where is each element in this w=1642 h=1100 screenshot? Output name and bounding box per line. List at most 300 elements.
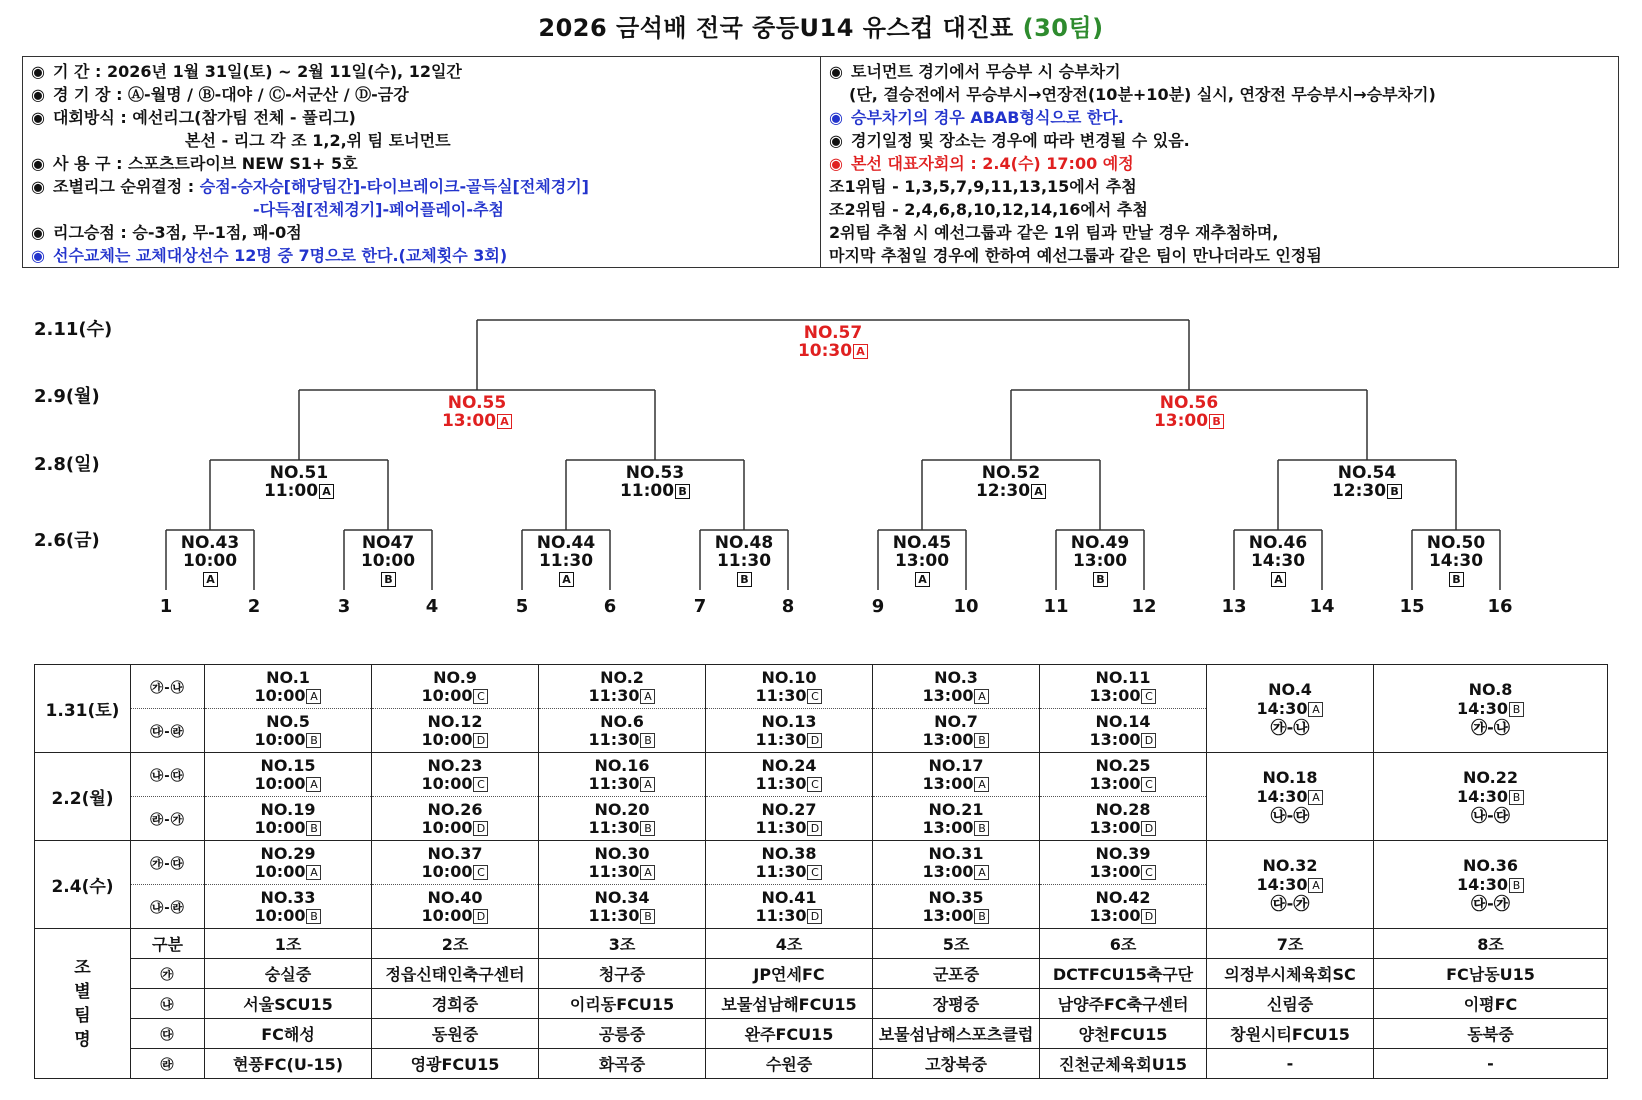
schedule-cell [205,709,372,753]
match-time-text: 10:00 [254,729,306,749]
quarter-match [1307,464,1427,500]
match-time-text: 10:30 [797,341,853,361]
bracket-slot-number: 10 [953,596,979,617]
match-time [706,907,872,925]
schedule-cell [372,885,539,929]
match-time [539,907,705,925]
schedule-cell [205,841,372,885]
match-cell [1207,680,1373,737]
schedule-cell [372,709,539,753]
match-cell [873,845,1039,881]
match-time-text: 10:00 [254,817,306,837]
groups-label [35,929,131,1079]
match-time-text: 11:30 [755,905,807,925]
match-time [1040,907,1206,925]
venue-badge: A [974,689,989,704]
team-name: 완주FCU15 [706,1019,873,1049]
info-text: 조1위팀 - 1,3,5,7,9,11,13,15에서 추첨 [829,177,1137,196]
team-name: FC해성 [205,1019,372,1049]
match-time [372,775,538,793]
match-time-text: 11:30 [588,861,640,881]
match-number: NO.1 [266,667,310,687]
match-venue-row [1218,570,1338,588]
match-cell [539,845,705,881]
match-cell [372,889,538,925]
info-text: 조2위팀 - 2,4,6,8,10,12,14,16에서 추첨 [829,200,1148,219]
match-time-text: 13:00 [1089,773,1141,793]
bracket-slot-number: 11 [1043,596,1069,617]
match-number: NO.32 [1262,856,1318,875]
team-name: 서울SCU15 [205,989,372,1019]
team-name: 영광FCU15 [372,1049,539,1079]
schedule-cell [539,885,706,929]
match-time-text: 11:30 [588,817,640,837]
schedule-cell [1040,709,1207,753]
match-time-text: 10:00 [254,773,306,793]
venue-badge: B [306,733,321,748]
info-text: 조별리그 순위결정 : [53,177,200,196]
team-slot-label: ㉯ [131,989,205,1019]
pairing-label: ㉮-㉯ [131,665,205,709]
bullet-icon: ◉ [31,154,45,173]
match-number: NO.4 [1268,680,1312,699]
match-time [205,687,371,705]
match-time [417,412,537,430]
info-text: 토너먼트 경기에서 무승부 시 승부차기 [851,62,1121,81]
group-name: 2조 [372,929,539,959]
match-cell [706,845,872,881]
schedule-row [35,841,1608,885]
match-time [873,731,1039,749]
match-number: NO.8 [1468,680,1513,699]
match-venue-row [328,570,448,588]
schedule-cell [205,665,372,709]
match-number: NO.44 [536,533,596,553]
team-name: 정읍신태인축구센터 [372,959,539,989]
match-time [873,687,1039,705]
info-text: 기 간 : 2026년 1월 31일(토) ~ 2월 11일(수), 12일간 [53,62,462,81]
schedule-cell [1040,885,1207,929]
schedule-cell [539,753,706,797]
match-time [1040,775,1206,793]
bracket-slot-number: 6 [603,596,617,617]
info-box [22,56,1619,268]
match-number: NO.50 [1426,533,1486,553]
match-number: NO.41 [761,887,817,907]
info-text: 본선 대표자회의 : 2.4(수) 17:00 예정 [851,154,1134,173]
match-time [706,687,872,705]
match-time-text: 11:30 [588,905,640,925]
left-info-line [31,221,812,244]
match-time-text: 14:30 [1256,787,1308,806]
round16-match [1040,534,1160,588]
team-name: 신림중 [1207,989,1374,1019]
venue-badge: A [1031,484,1046,499]
bracket-date-label: 2.8(일) [34,454,100,475]
match-number: NO.40 [427,887,483,907]
match-time-text: 10:00 [421,861,473,881]
right-info-line [829,152,1610,175]
team-name: JP연세FC [706,959,873,989]
info-text: 2위팀 추첨 시 예선그룹과 같은 1위 팀과 만날 경우 재추첨하며, [829,223,1279,242]
bracket-slot-number: 16 [1487,596,1513,617]
venue-badge: A [974,865,989,880]
match-cell [873,713,1039,749]
info-text: 경기일정 및 장소는 경우에 따라 변경될 수 있음. [851,131,1190,150]
match-number: NO.21 [928,799,984,819]
match-number: NO.56 [1159,393,1219,413]
schedule-cell [706,841,873,885]
match-cell [539,801,705,837]
match-time [372,819,538,837]
match-number: NO.2 [600,667,644,687]
semi-match [1129,394,1249,430]
groups-label-char: 별 [74,981,91,1002]
match-cell [1207,768,1373,825]
team-name: 의정부시체육회SC [1207,959,1374,989]
team-name: 동원중 [372,1019,539,1049]
bullet-icon: ◉ [829,108,843,127]
schedule-cell-merged [1207,753,1374,841]
venue-badge: A [306,689,321,704]
match-number: NO.23 [427,755,483,775]
match-cell [1040,801,1206,837]
match-time-text: 10:00 [421,685,473,705]
schedule-cell [706,665,873,709]
semi-match [417,394,537,430]
final-match [773,324,893,360]
venue-badge: C [1141,689,1156,704]
bracket-slot-number: 13 [1221,596,1247,617]
right-info-line [829,83,1610,106]
match-pair: ㉰-㉮ [1471,894,1510,913]
match-time-text: 14:30 [1428,551,1484,571]
match-time [706,863,872,881]
info-text: 본선 - 리그 각 조 1,2,위 팀 토너먼트 [185,131,451,150]
venue-badge: D [807,909,822,924]
left-info-line [31,106,812,129]
match-venue-row [150,570,270,588]
match-number: NO.3 [934,667,978,687]
schedule-cell [372,841,539,885]
team-slot-label: ㉮ [131,959,205,989]
schedule-cell [205,885,372,929]
group-name: 4조 [706,929,873,959]
bracket-slot-number: 4 [425,596,439,617]
group-name: 7조 [1207,929,1374,959]
match-number: NO.13 [761,711,817,731]
bullet-icon: ◉ [31,108,45,127]
bullet-icon: ◉ [31,62,45,81]
team-name: 보물섬남해스포츠클럽 [873,1019,1040,1049]
left-info-line [31,152,812,175]
pairing-label: ㉱-㉮ [131,797,205,841]
match-number: NO.45 [892,533,952,553]
match-time-text: 13:00 [922,773,974,793]
left-info-line [31,83,812,106]
match-cell [539,713,705,749]
groups-label-char: 팀 [74,1005,91,1026]
venue-badge: A [1308,790,1323,805]
right-info-line [829,129,1610,152]
match-time [773,342,893,360]
match-time [1040,552,1160,570]
venue-badge: C [473,689,488,704]
match-time [684,552,804,570]
match-time [873,907,1039,925]
venue-badge: A [915,572,930,587]
match-time [150,552,270,570]
match-number: NO.39 [1095,843,1151,863]
match-time-text: 14:30 [1457,875,1508,894]
bullet-icon: ◉ [31,177,45,196]
team-name: 공릉중 [539,1019,706,1049]
venue-badge: B [640,821,655,836]
match-time [372,731,538,749]
match-cell [1374,680,1607,737]
match-time-text: 13:00 [1072,551,1128,571]
match-cell [1207,856,1373,913]
info-left-column [23,57,821,267]
match-time [1129,412,1249,430]
bracket-slot-number: 14 [1309,596,1335,617]
match-number: NO.22 [1463,768,1518,787]
match-time-text: 10:00 [421,905,473,925]
venue-badge: C [1141,865,1156,880]
bracket-date-label: 2.6(금) [34,530,100,551]
match-time [1374,699,1607,718]
schedule-cell-merged [1207,841,1374,929]
info-text-highlight: 승점-승자승[해당팀간]-타이브레이크-골득실[전체경기] [199,177,589,196]
title-main: 2026 금석배 전국 중등U14 유스컵 대진표 [538,14,1014,42]
match-time-text: 11:00 [263,481,319,501]
match-time [706,731,872,749]
match-number: NO.37 [427,843,483,863]
match-time-text: 10:00 [254,905,306,925]
group-name: 5조 [873,929,1040,959]
match-number: NO.38 [761,843,817,863]
match-pair: ㉰-㉮ [1270,894,1310,913]
match-time [205,863,371,881]
venue-badge: A [640,689,655,704]
group-name: 1조 [205,929,372,959]
match-venue-row [862,570,982,588]
pairing-label: ㉰-㉱ [131,709,205,753]
match-number: NO.35 [928,887,984,907]
match-time [372,687,538,705]
left-info-line [31,60,812,83]
info-text: 승부차기의 경우 ABAB형식으로 한다. [851,108,1124,127]
venue-badge: C [473,865,488,880]
right-info-line [829,175,1610,198]
match-time [1207,875,1373,894]
match-cell [1040,757,1206,793]
venue-badge: A [497,414,512,429]
match-time-text: 10:00 [421,729,473,749]
match-time [1207,699,1373,718]
match-number: NO.46 [1248,533,1308,553]
match-number: NO.7 [934,711,978,731]
match-time-text: 11:00 [619,481,675,501]
venue-badge: B [1509,702,1524,717]
match-time-text: 11:30 [538,551,594,571]
match-number: NO.5 [266,711,310,731]
match-number: NO.53 [625,463,685,483]
venue-badge: A [306,777,321,792]
match-cell [539,669,705,705]
quarter-match [951,464,1071,500]
match-time-text: 13:00 [922,817,974,837]
match-cell [706,889,872,925]
venue-badge: A [640,777,655,792]
match-time-text: 11:30 [755,817,807,837]
match-cell [372,713,538,749]
bracket-slot-number: 9 [871,596,885,617]
schedule-date: 1.31(토) [35,665,131,753]
match-number: NO.24 [761,755,817,775]
bullet-icon: ◉ [31,85,45,104]
venue-badge: A [1308,878,1323,893]
venue-badge: B [974,821,989,836]
venue-badge: A [319,484,334,499]
bullet-icon: ◉ [31,246,45,265]
match-time-text: 13:00 [1089,905,1141,925]
match-number: NO.51 [269,463,329,483]
match-number: NO.28 [1095,799,1151,819]
match-time [539,731,705,749]
team-name: 보물섬남해FCU15 [706,989,873,1019]
bullet-icon: ◉ [829,154,843,173]
schedule-cell [539,797,706,841]
info-text: 리그승점 : 승-3점, 무-1점, 패-0점 [53,223,302,242]
match-time-text: 13:00 [1089,685,1141,705]
match-time-text: 13:00 [922,685,974,705]
match-cell [873,889,1039,925]
groups-label-char: 조 [74,957,91,978]
match-time [1040,863,1206,881]
match-time [506,552,626,570]
match-cell [1040,713,1206,749]
team-name: 이평FC [1374,989,1608,1019]
match-time [706,819,872,837]
quarter-match [239,464,359,500]
pairing-label: ㉮-㉰ [131,841,205,885]
team-name: 화곡중 [539,1049,706,1079]
match-time [539,687,705,705]
match-time-text: 10:00 [254,861,306,881]
match-time-text: 13:00 [922,861,974,881]
team-name: DCTFCU15축구단 [1040,959,1207,989]
match-time [1040,819,1206,837]
match-time [1207,787,1373,806]
match-cell [1040,669,1206,705]
bracket-slot-number: 3 [337,596,351,617]
match-cell [205,801,371,837]
match-time [328,552,448,570]
bracket-slot-number: 1 [159,596,173,617]
right-info-line [829,244,1610,267]
match-time-text: 11:30 [588,685,640,705]
match-time-text: 10:00 [421,817,473,837]
venue-badge: B [306,821,321,836]
match-time-text: 10:00 [182,551,238,571]
match-time-text: 13:00 [1089,817,1141,837]
venue-badge: D [807,821,822,836]
venue-badge: B [1209,414,1224,429]
schedule-cell-merged [1374,753,1608,841]
venue-badge: C [807,777,822,792]
bracket-slot-number: 2 [247,596,261,617]
bullet-icon: ◉ [829,62,843,81]
match-time [873,819,1039,837]
schedule-cell [706,885,873,929]
match-time [1307,482,1427,500]
round16-match [1218,534,1338,588]
match-cell [706,801,872,837]
pairing-label: ㉯-㉱ [131,885,205,929]
schedule-cell [1040,665,1207,709]
info-right-column [821,57,1618,267]
match-number: NO.27 [761,799,817,819]
match-time [539,863,705,881]
team-name: 남양주FC축구센터 [1040,989,1207,1019]
match-number: NO.12 [427,711,483,731]
match-number: NO.57 [803,323,863,343]
team-name: 양천FCU15 [1040,1019,1207,1049]
venue-badge: B [640,733,655,748]
venue-badge: B [381,572,396,587]
match-time [205,731,371,749]
team-name: 장평중 [873,989,1040,1019]
match-cell [706,757,872,793]
team-row [35,1049,1608,1079]
match-cell [706,713,872,749]
match-cell [539,757,705,793]
match-time [205,907,371,925]
right-info-line [829,198,1610,221]
team-name: 경희중 [372,989,539,1019]
venue-badge: A [853,344,868,359]
schedule-row [35,665,1608,709]
bullet-icon: ◉ [31,223,45,242]
match-time-text: 11:30 [755,729,807,749]
round16-match [506,534,626,588]
match-time [1374,787,1607,806]
schedule-date: 2.2(월) [35,753,131,841]
venue-badge: D [807,733,822,748]
match-time-text: 13:00 [1089,729,1141,749]
group-name: 6조 [1040,929,1207,959]
venue-badge: A [306,865,321,880]
team-name: 현풍FC(U-15) [205,1049,372,1079]
team-name: 고창북중 [873,1049,1040,1079]
match-time [539,775,705,793]
match-time [372,907,538,925]
match-time [372,863,538,881]
team-name: 이리동FCU15 [539,989,706,1019]
match-time-text: 10:00 [421,773,473,793]
match-cell [1374,856,1607,913]
venue-badge: A [1271,572,1286,587]
groups-label-char: 명 [74,1029,91,1050]
venue-badge: D [1141,909,1156,924]
schedule-cell [1040,797,1207,841]
match-pair: ㉯-㉰ [1270,806,1310,825]
match-cell [539,889,705,925]
group-name: 3조 [539,929,706,959]
venue-badge: C [1141,777,1156,792]
match-number: NO.33 [260,887,316,907]
